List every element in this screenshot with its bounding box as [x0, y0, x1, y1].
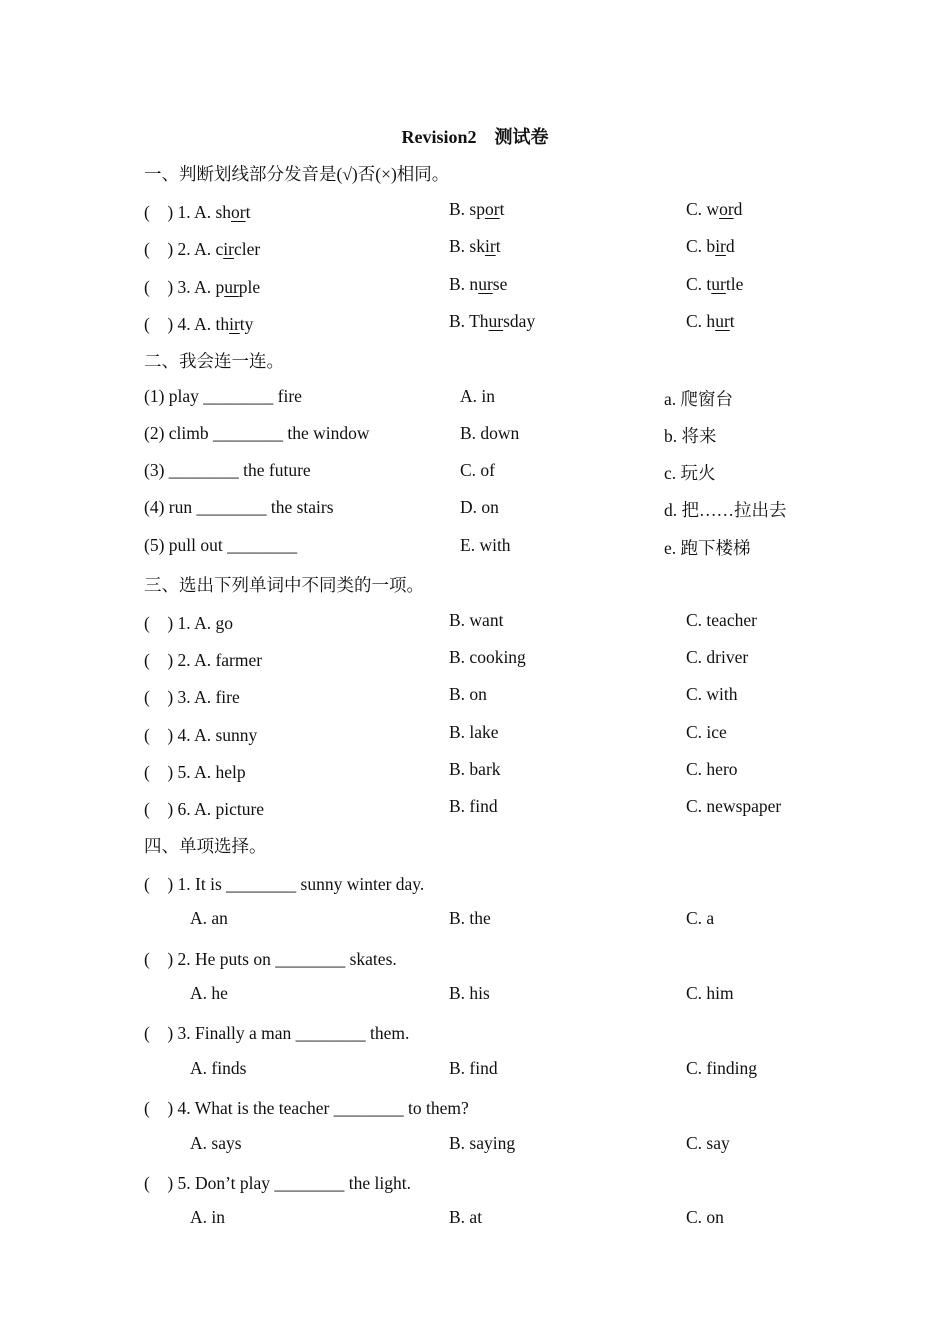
s3-option-b: B. want — [449, 610, 504, 630]
s3-row-4 — [0, 722, 950, 746]
s4-options-5 — [0, 1207, 950, 1231]
s2-option: C. of — [460, 460, 495, 480]
s4-options-3 — [0, 1058, 950, 1082]
s4-option-b: B. saying — [449, 1133, 516, 1153]
s3-option-b: B. find — [449, 796, 498, 816]
s2-row-3 — [0, 460, 950, 484]
s1-q1-option-c: C. word — [686, 199, 743, 219]
s4-question-2 — [0, 946, 950, 970]
s4-option-b: B. the — [449, 908, 491, 928]
s2-option: D. on — [460, 497, 499, 517]
s4-question-text: ( ) 4. What is the teacher ________ to them? — [144, 1098, 469, 1118]
s2-row-2 — [0, 423, 950, 447]
s3-row-3 — [0, 684, 950, 708]
s4-question-text: ( ) 5. Don’t play ________ the light. — [144, 1173, 412, 1193]
s3-option-c: C. driver — [686, 647, 749, 667]
section4-heading: 四、单项选择。 — [144, 836, 267, 856]
s2-phrase: (1) play ________ fire — [144, 386, 302, 406]
page-title: Revision2 测试卷 — [401, 127, 549, 147]
s3-option-a: ( ) 2. A. farmer — [144, 650, 263, 670]
s2-meaning: c. 玩火 — [664, 463, 716, 483]
s1-row-2 — [0, 236, 950, 260]
section2-heading: 二、我会连一连。 — [144, 351, 284, 371]
s4-option-a: A. an — [190, 908, 228, 928]
s4-question-4 — [0, 1095, 950, 1119]
s3-option-a: ( ) 3. A. fire — [144, 687, 240, 707]
s1-q3-option-c: C. turtle — [686, 274, 744, 294]
s4-question-text: ( ) 1. It is ________ sunny winter day. — [144, 874, 425, 894]
s3-option-b: B. bark — [449, 759, 501, 779]
s3-option-c: C. hero — [686, 759, 738, 779]
s3-option-a: ( ) 1. A. go — [144, 613, 233, 633]
s4-question-text: ( ) 3. Finally a man ________ them. — [144, 1023, 410, 1043]
s2-option: B. down — [460, 423, 520, 443]
s3-option-a: ( ) 6. A. picture — [144, 799, 265, 819]
s1-q3-option-b: B. nurse — [449, 274, 508, 294]
s4-options-2 — [0, 983, 950, 1007]
s2-row-4 — [0, 497, 950, 521]
s2-phrase: (2) climb ________ the window — [144, 423, 370, 443]
section3-heading: 三、选出下列单词中不同类的一项。 — [144, 575, 424, 595]
s3-option-a: ( ) 4. A. sunny — [144, 725, 258, 745]
s1-q2-option-c: C. bird — [686, 236, 735, 256]
s3-row-2 — [0, 647, 950, 671]
s2-meaning: b. 将来 — [664, 426, 717, 446]
s1-row-4 — [0, 311, 950, 335]
s1-q4-option-a: ( ) 4. A. thirty — [144, 314, 254, 334]
s4-question-5 — [0, 1170, 950, 1194]
s4-options-4 — [0, 1133, 950, 1157]
s4-option-b: B. his — [449, 983, 490, 1003]
s1-q3-option-a: ( ) 3. A. purple — [144, 277, 261, 297]
s3-option-b: B. cooking — [449, 647, 526, 667]
s1-q4-option-c: C. hurt — [686, 311, 735, 331]
s3-option-c: C. ice — [686, 722, 727, 742]
s2-phrase: (4) run ________ the stairs — [144, 497, 334, 517]
s1-q1-option-a: ( ) 1. A. short — [144, 202, 251, 222]
s4-option-a: A. he — [190, 983, 228, 1003]
s3-option-a: ( ) 5. A. help — [144, 762, 246, 782]
s2-phrase: (3) ________ the future — [144, 460, 311, 480]
s4-question-1 — [0, 871, 950, 895]
s4-option-c: C. on — [686, 1207, 724, 1227]
s3-option-c: C. newspaper — [686, 796, 782, 816]
s4-option-b: B. find — [449, 1058, 498, 1078]
s3-row-5 — [0, 759, 950, 783]
s4-option-c: C. finding — [686, 1058, 757, 1078]
s4-option-c: C. him — [686, 983, 734, 1003]
s1-row-3 — [0, 274, 950, 298]
s1-q2-option-b: B. skirt — [449, 236, 501, 256]
section1-heading: 一、判断划线部分发音是(√)否(×)相同。 — [144, 164, 450, 184]
s1-row-1 — [0, 199, 950, 223]
s4-option-a: A. in — [190, 1207, 225, 1227]
s3-option-b: B. on — [449, 684, 487, 704]
s2-meaning: d. 把……拉出去 — [664, 500, 787, 520]
s4-option-a: A. says — [190, 1133, 242, 1153]
s1-q2-option-a: ( ) 2. A. circler — [144, 239, 261, 259]
s3-option-c: C. with — [686, 684, 738, 704]
s2-meaning: a. 爬窗台 — [664, 389, 734, 409]
s2-option: E. with — [460, 535, 511, 555]
s2-row-1 — [0, 386, 950, 410]
s1-q4-option-b: B. Thursday — [449, 311, 536, 331]
s1-q1-option-b: B. sport — [449, 199, 505, 219]
s3-option-c: C. teacher — [686, 610, 757, 630]
s2-phrase: (5) pull out ________ — [144, 535, 298, 555]
s4-question-3 — [0, 1020, 950, 1044]
s3-row-1 — [0, 610, 950, 634]
s3-option-b: B. lake — [449, 722, 499, 742]
s2-row-5 — [0, 535, 950, 559]
s4-options-1 — [0, 908, 950, 932]
s4-question-text: ( ) 2. He puts on ________ skates. — [144, 949, 397, 969]
s3-row-6 — [0, 796, 950, 820]
s4-option-c: C. say — [686, 1133, 730, 1153]
s2-meaning: e. 跑下楼梯 — [664, 538, 751, 558]
s4-option-a: A. finds — [190, 1058, 247, 1078]
s4-option-c: C. a — [686, 908, 715, 928]
s4-option-b: B. at — [449, 1207, 483, 1227]
s2-option: A. in — [460, 386, 495, 406]
